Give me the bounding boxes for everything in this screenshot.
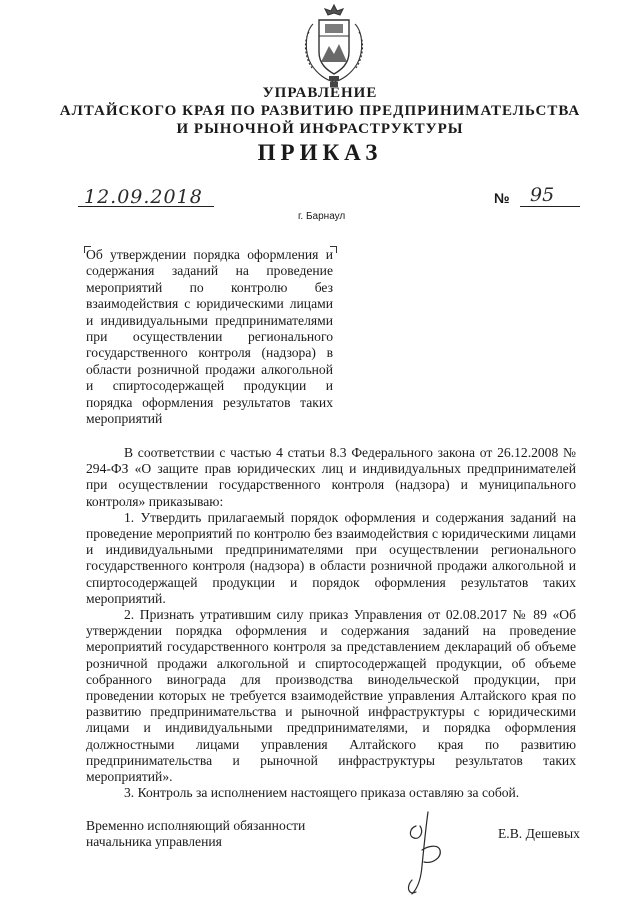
order-date: 12.09.2018 [84, 186, 203, 208]
org-name-line1: УПРАВЛЕНИЕ [262, 85, 378, 101]
body-paragraph-3: 3. Контроль за исполнением настоящего приказа оставляю за собой. [124, 785, 520, 801]
org-name-line3: И РЫНОЧНОЙ ИНФРАСТРУКТУРЫ [176, 121, 464, 137]
order-subject: Об утверждении порядка оформления и содержания заданий на проведение мероприятий по контролю без взаимодействия с юридическими лицами и индивидуальными предпринимателями при осуществлении регионального государственного контроля (надзора) в области розничной продажи алкогольной и спиртосодержащей продукции и порядка оформления результатов таких мероприятий [86, 247, 333, 427]
body-paragraph-1: 1. Утвердить прилагаемый порядок оформления и содержания заданий на проведение мероприятий по контролю без взаимодействия с юридическими лицами и индивидуальными предпринимателями при осуществлении регионального государственного контроля (надзора) в области розничной продажи алкогольной и спиртосодержащей продукции и порядок оформления результатов таких мероприятий. [86, 509, 576, 606]
date-underline [78, 206, 214, 207]
signer-position-line1: Временно исполняющий обязанности [86, 818, 306, 833]
order-number: 95 [530, 184, 555, 206]
document-title: ПРИКАЗ [257, 140, 383, 165]
body-paragraph-preamble: В соответствии с частью 4 статьи 8.3 Федерального закона от 26.12.2008 № 294-ФЗ «О защите прав юридических лиц и индивидуальных предпринимателей при осуществлении государственного контроля (надзора) и муниципального контроля» приказываю: [86, 445, 576, 509]
city: г. Барнаул [298, 211, 346, 222]
handwritten-signature [398, 806, 446, 900]
signer-position-line2: начальника управления [86, 834, 222, 849]
org-name-line2: АЛТАЙСКОГО КРАЯ ПО РАЗВИТИЮ ПРЕДПРИНИМАТЕЛЬСТВА [59, 103, 581, 119]
coat-of-arms-emblem [299, 2, 369, 88]
number-underline [520, 206, 580, 207]
signer-name: Е.В. Дешевых [498, 826, 580, 841]
body-paragraph-2: 2. Признать утратившим силу приказ Управления от 02.08.2017 № 89 «Об утверждении порядка оформления и содержания заданий на проведение мероприятий государственного контроля за представлением деклараций об объеме розничной продажи алкогольной и спиртосодержащей продукции, об объеме собранного винограда для производства винодельческой продукции, при проведении которых не требуется взаимодействие управления Алтайского края по развитию предпринимательства и рыночной инфраструктуры с юридическими лицами и индивидуальными предпринимателями, и порядка оформления должностными лицами управления Алтайского края по развитию предпринимательства и рыночной инфраструктуры результатов таких мероприятий». [86, 607, 576, 785]
order-body [86, 445, 576, 801]
number-label: № [494, 190, 510, 206]
